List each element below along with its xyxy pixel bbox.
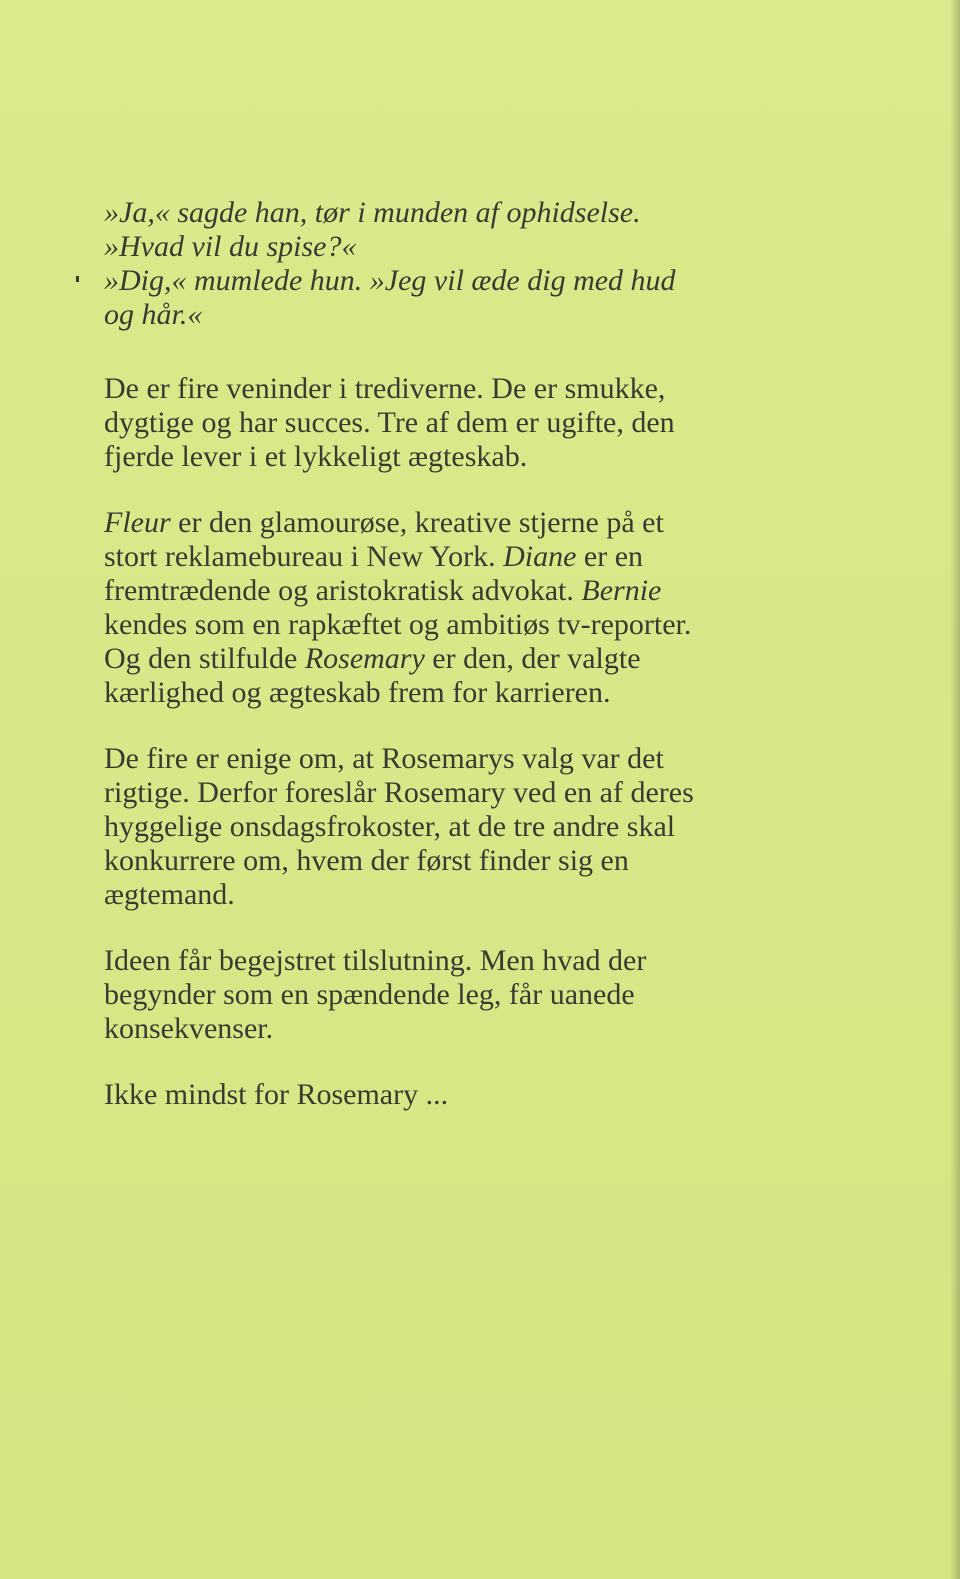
text-line: konkurrere om, hvem der først finder sig en bbox=[104, 844, 629, 877]
text-line: begynder som en spændende leg, får uanede bbox=[104, 978, 635, 1011]
text-line: fjerde lever i et lykkeligt ægteskab. bbox=[104, 440, 528, 473]
text-line: dygtige og har succes. Tre af dem er ugifte, den bbox=[104, 406, 675, 439]
character-name-bernie: Bernie bbox=[581, 574, 662, 607]
quote-line: »Hvad vil du spise?« bbox=[104, 230, 357, 263]
text-line: kendes som en rapkæftet og ambitiøs tv-reporter. bbox=[104, 608, 692, 641]
quote-line: »Dig,« mumlede hun. »Jeg vil æde dig med hud bbox=[104, 264, 676, 297]
quote-line: »Ja,« sagde han, tør i munden af ophidselse. bbox=[104, 196, 641, 229]
character-name-fleur: Fleur bbox=[104, 506, 171, 539]
paragraph-plot bbox=[104, 742, 824, 912]
text-line: Ikke mindst for Rosemary ... bbox=[104, 1078, 449, 1111]
text-line: konsekvenser. bbox=[104, 1012, 274, 1045]
stray-ink-mark bbox=[76, 276, 79, 282]
character-name-diane: Diane bbox=[503, 540, 577, 573]
text-line: kærlighed og ægteskab frem for karrieren. bbox=[104, 676, 611, 709]
character-name-rosemary: Rosemary bbox=[304, 642, 425, 675]
text-line bbox=[104, 540, 824, 574]
quote-line: og hår.« bbox=[104, 298, 203, 331]
cover-edge-shadow bbox=[950, 0, 960, 1579]
paragraph-consequences bbox=[104, 944, 824, 1046]
paragraph-closing bbox=[104, 1078, 824, 1112]
text-line: De er fire veninder i trediverne. De er smukke, bbox=[104, 372, 666, 405]
text-fragment: er den glamourøse, kreative stjerne på et bbox=[170, 506, 664, 539]
text-line bbox=[104, 574, 824, 608]
text-line: De fire er enige om, at Rosemarys valg var det bbox=[104, 742, 664, 775]
text-line: Ideen får begejstret tilslutning. Men hvad der bbox=[104, 944, 647, 977]
text-line: ægtemand. bbox=[104, 878, 235, 911]
blurb-text bbox=[104, 196, 824, 1144]
text-line: hyggelige onsdagsfrokoster, at de tre andre skal bbox=[104, 810, 676, 843]
text-fragment: stort reklamebureau i New York. bbox=[104, 540, 504, 573]
text-fragment: fremtrædende og aristokratisk advokat. bbox=[104, 574, 582, 607]
paragraph-intro bbox=[104, 372, 824, 474]
text-line: rigtige. Derfor foreslår Rosemary ved en af deres bbox=[104, 776, 694, 809]
text-fragment: er den, der valgte bbox=[424, 642, 641, 675]
text-line bbox=[104, 642, 824, 676]
text-fragment: er en bbox=[576, 540, 644, 573]
text-fragment: Og den stilfulde bbox=[104, 642, 305, 675]
opening-quote bbox=[104, 196, 824, 332]
text-line bbox=[104, 506, 824, 540]
paragraph-characters bbox=[104, 506, 824, 710]
